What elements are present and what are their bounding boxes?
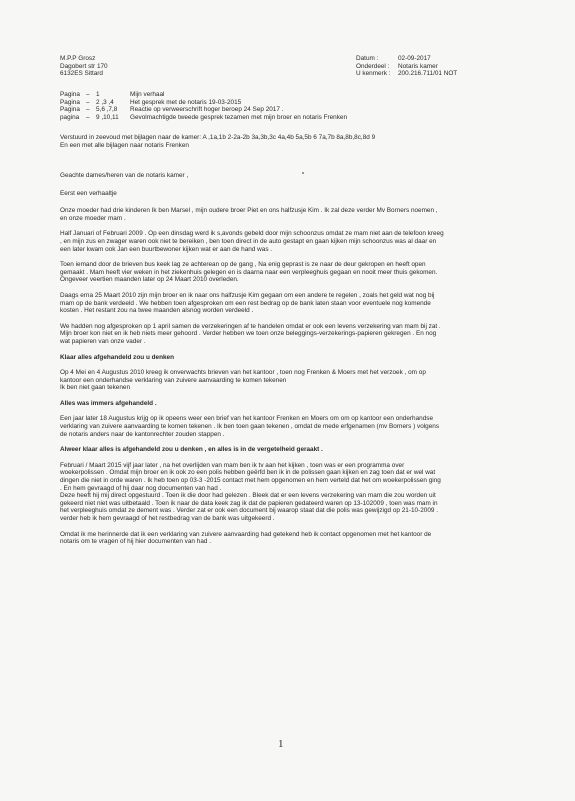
index-separator: –: [86, 113, 90, 121]
section-heading: [60, 400, 444, 408]
body-paragraph: [60, 207, 444, 222]
section-heading: [60, 354, 444, 362]
sender-city: 6132ES Sittard: [60, 70, 103, 78]
index-row: [60, 91, 347, 99]
reference-table: [356, 55, 457, 78]
index-row: [60, 106, 347, 114]
ref-value: 200.216.711/01 NOT: [398, 70, 458, 78]
index-description: Het gesprek met de notaris 19-03-2015: [130, 98, 242, 106]
index-pages: 5,6 ,7,8: [96, 106, 118, 114]
index-label: Pagina: [60, 91, 80, 98]
body-paragraph: [60, 323, 444, 346]
paragraph-line: notaris om te vragen of hij hier documenten van had .: [60, 538, 211, 546]
sent-line: Verstuurd in zeevoud met bijlagen naar de kamer: A ,1a,1b 2-2a-2b 3a,3b,3c 4a,4b 5a,5b 6 7a,7b 8a,8b,8c,8d 9: [60, 134, 376, 141]
paragraph-line: Omdat ik me herinnerde dat ik een verklaring van zuivere aanvaarding had getekend heb ik contact opgenomen met het kantoor de: [60, 530, 432, 538]
paragraph-line: verklaring van zuivere aanvaarding te komen tekenen . Ik ben toen gaan tekenen , omdat de mede erfgenamen (mv Borners ) volgens: [60, 423, 440, 431]
paragraph-line: Een jaar later 18 Augustus krijg op ik opeens weer een brief van het kantoor Frenken en Moers om om op kantoor een onderhandse: [60, 415, 434, 423]
index-label: Pagina: [60, 106, 80, 114]
index-separator: –: [86, 106, 90, 114]
paragraph-line: en onze moeder mam .: [60, 214, 126, 222]
paragraph-line: een later kwam ook Jan een buurtbewoner kijken wat er aan de hand was .: [60, 245, 273, 253]
paragraph-line: . En hem gevraagd of hij daar nog documenten van had .: [60, 484, 222, 492]
paragraph-line: We hadden nog afgesproken op 1 april samen de verzekeringen af te handelen omdat er ook een levens verzekering van mam bij zat .: [60, 322, 441, 330]
index-pages: 9 ,10,11: [96, 113, 119, 121]
sender-name: M.P.P Grosz: [60, 55, 96, 62]
salutation: Geachte dames/heren van de notaris kamer ,: [60, 172, 189, 179]
paragraph-line: Alweer klaar alles is afgehandeld zou u denken , en alles is in de vergetelheid geraakt .: [60, 446, 323, 454]
ref-label: U kenmerk :: [356, 70, 391, 78]
body-paragraph: [60, 230, 444, 253]
paragraph-line: gekeerd niet niet was uitbetaald . Toen ik naar de data keek zag ik dat de papieren gedateerd waren op 13-102009 , toen was mam in: [60, 499, 438, 507]
subject-label: Onderdeel :: [356, 62, 390, 70]
paragraph-line: Ik ben niet gaan tekenen: [60, 384, 130, 392]
body-paragraph: [60, 261, 444, 284]
body-paragraph: [60, 531, 444, 546]
body-paragraph: [60, 415, 444, 438]
intro-line: Eerst een verhaaltje: [60, 189, 117, 197]
paragraph-line: Klaar alles afgehandeld zou u denken: [60, 353, 174, 361]
section-heading: [60, 446, 444, 454]
paragraph-line: Mijn broer kon niet en ik heb niets meer gehoord . Verder hebben we toen onze beleggings-verzekerings-papieren gekregen . En nog: [60, 330, 437, 338]
paragraph-line: Februari / Maart 2015 vijf jaar later , na het overlijden van mam ben ik tv aan het kijken , toen was er een programma over: [60, 461, 405, 469]
body-paragraph: [60, 369, 444, 392]
index-separator: –: [86, 98, 90, 106]
page-number: 1: [278, 738, 284, 750]
body-paragraph: [60, 292, 444, 315]
paragraph-line: de notaris anders naar de kantonrechter zouden stappen .: [60, 430, 225, 438]
letter-body: [60, 172, 444, 554]
index-pages: 1: [96, 91, 100, 98]
body-paragraph: [60, 462, 444, 523]
paragraph-line: Daags erna 25 Maart 2010 zijn mijn broer en ik naar ons halfzusje Kim gegaan om een andere te regelen , zoals het geld wat nog bij: [60, 291, 435, 299]
paragraph-line: het verpleeghuis omdat ze dement was . Verder zat er ook een document bij waarop staat dat die polis was gewijzigd op 21-10-2009 .: [60, 507, 438, 515]
subject-value: Notaris kamer: [398, 62, 438, 70]
paragraph-line: kosten . Het restant zou na twee maanden alsnog worden verdeeld .: [60, 307, 254, 315]
paragraph-line: Ongeveer veertien maanden later op 24 Maart 2010 overleden.: [60, 276, 239, 284]
index-description: Reactie op verweerschrift hoger beroep 24 Sep 2017 .: [130, 106, 284, 114]
paragraph-line: Onze moeder had drie kinderen Ik ben Marsel , mijn oudere broer Piet en ons halfzusje Kim . Ik zal deze verder Mv Borners noemen ,: [60, 207, 438, 215]
date-value: 02-09-2017: [398, 55, 431, 62]
paragraph-line: Half Januari of Februari 2009 . Op een dinsdag werd ik s,avonds gebeld door mijn schoonzus omdat ze mam niet aan de telefoon kreeg: [60, 230, 444, 238]
index-table: [60, 91, 347, 121]
index-separator: –: [86, 91, 90, 98]
index-row: [60, 99, 347, 107]
paragraph-line: mam op de bank verdeeld . We hebben toen afgesproken om een rest bedrag op de bank laten staan voor eventuele nog komende: [60, 299, 431, 307]
paragraph-line: verder heb ik hem gevraagd of het restbedrag van de bank was uitgekeerd .: [60, 515, 275, 522]
page-index: [60, 91, 347, 121]
paragraph-line: Toen iemand door de brieven bus keek lag ze achterean op de gang , Na enig geprast is ze naar de deur gekropen en heeft open: [60, 261, 426, 269]
paragraph-line: woekerpolissen . Omdat mijn broer en ik ook zo een polis hebben geërfd ben ik in de polissen gaan kijken en zag toen dat er wel wat: [60, 469, 436, 477]
sent-note: [60, 134, 375, 149]
index-description: Gevolmachtigde tweede gesprek tezamen met mijn broer en notaris Frenken: [130, 113, 348, 121]
sender-address: [60, 55, 108, 78]
index-label: Pagina: [60, 98, 80, 106]
paragraph-line: Deze heeft hij mij direct opgestuurd . Toen ik die door had gelezen . Bleek dat er een levens verzekering van mam die zou worden uit: [60, 492, 436, 500]
index-row: [60, 114, 347, 122]
index-description: Mijn verhaal: [130, 91, 165, 98]
paragraph-line: kantoor een onderhandse verklaring van zuivere aanvaarding te komen tekenen: [60, 376, 287, 384]
paragraph-line: wat papieren van onze vader .: [60, 337, 146, 345]
index-pages: 2 ,3 ,4: [96, 98, 114, 106]
paragraph-line: Op 4 Mei en 4 Augustus 2010 kreeg ik onverwachts brieven van het kantoor , toen nog Frenken & Moers met het verzoek , om op: [60, 369, 426, 377]
index-label: pagina: [60, 113, 80, 121]
sender-street: Dagobert str 170: [60, 62, 108, 70]
paragraph-line: , en mijn zus en zwager waren ook niet te bereiken , ben toen direct in de auto gestapt en gaan kijken mijn schoonzus was al daar en: [60, 237, 437, 245]
paragraph-line: dingen die niet in orde waren . Ik heb toen op 03-3 -2015 contact met hem opgenomen en hem verteld dat het om woekerpolissen ging: [60, 477, 441, 485]
paragraphs: [60, 207, 444, 546]
reference-block: [356, 55, 457, 78]
paragraph-line: Alles was immers afgehandeld .: [60, 399, 157, 407]
sent-line: En een met alle bijlagen naar notaris Frenken: [60, 141, 189, 149]
date-label: Datum :: [356, 55, 379, 62]
paragraph-line: gemaakt . Mam heeft vier weken in het ziekenhuis gelegen en is daarna naar een verpleeghuis gegaan en nooit meer thuis gekomen.: [60, 268, 438, 276]
